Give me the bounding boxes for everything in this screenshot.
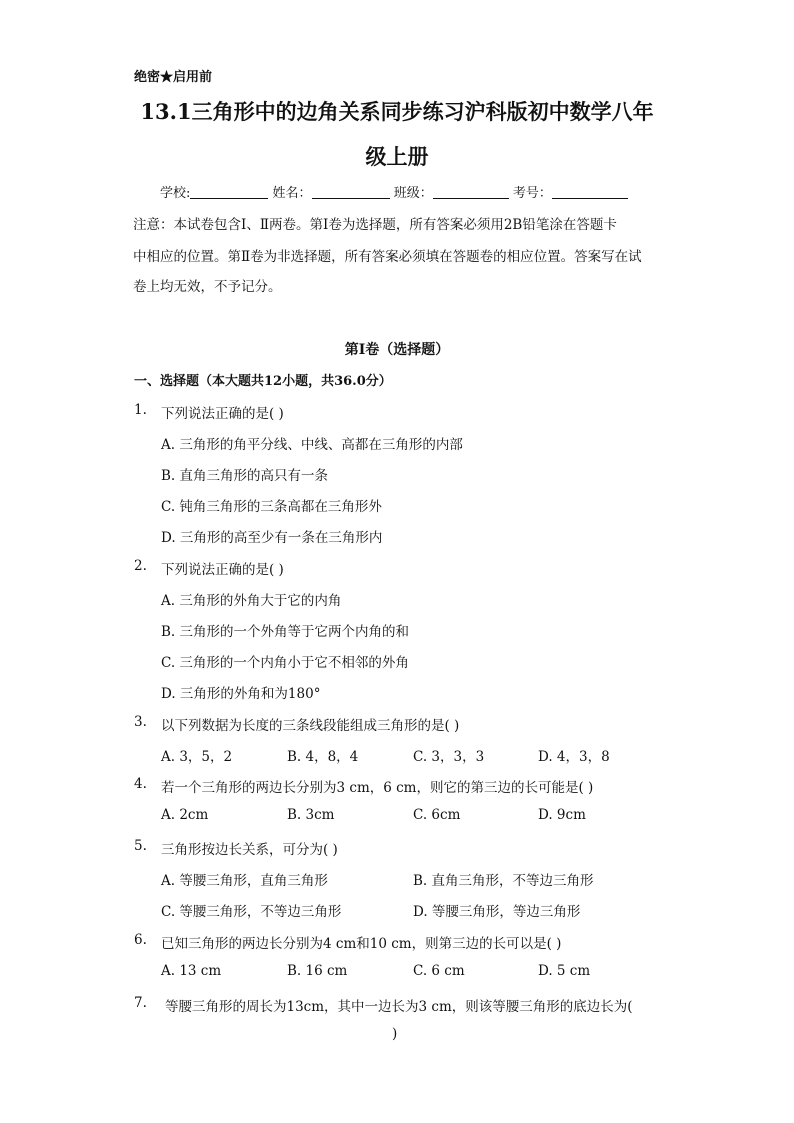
- name-label: 姓名：: [272, 186, 312, 201]
- section-heading: 一、选择题（本大题共12小题，共36.0分）: [134, 374, 392, 389]
- option-d[interactable]: D. 等腰三角形，等边三角形: [413, 904, 581, 920]
- option-c[interactable]: C. 钝角三角形的三条高都在三角形外: [161, 499, 382, 515]
- option-b[interactable]: B. 直角三角形，不等边三角形: [413, 873, 594, 889]
- option-d[interactable]: D. 4，3，8: [538, 749, 610, 765]
- option-b[interactable]: B. 3cm: [287, 807, 335, 823]
- option-b[interactable]: B. 直角三角形的高只有一条: [161, 468, 329, 484]
- option-a[interactable]: A. 3，5，2: [161, 749, 233, 765]
- option-d[interactable]: D. 9cm: [538, 807, 586, 823]
- question-text-continuation: ): [392, 1026, 398, 1042]
- option-c[interactable]: C. 6 cm: [413, 963, 465, 979]
- notice-line: 注意：本试卷包含Ⅰ、Ⅱ两卷。第Ⅰ卷为选择题，所有答案必须用2B铅笔涂在答题卡: [133, 217, 617, 233]
- question-text: 等腰三角形的周长为13cm，其中一边长为3 cm，则该等腰三角形的底边长为(: [165, 999, 633, 1015]
- page-title-line2: 级上册: [365, 144, 429, 169]
- notice-line: 卷上均无效，不予记分。: [133, 279, 282, 295]
- option-d[interactable]: D. 三角形的外角和为180°: [161, 686, 321, 702]
- option-a[interactable]: A. 三角形的外角大于它的内角: [161, 593, 342, 609]
- student-info-row: [160, 182, 628, 201]
- school-label: 学校:: [160, 186, 191, 201]
- name-field[interactable]: [312, 185, 390, 199]
- question-text: 以下列数据为长度的三条线段能组成三角形的是( ): [161, 718, 460, 734]
- class-field[interactable]: [433, 185, 509, 199]
- school-field[interactable]: [190, 185, 268, 199]
- exam-no-label: 考号：: [512, 186, 552, 201]
- section-title: 第Ⅰ卷（选择题）: [344, 342, 450, 358]
- question-text: 已知三角形的两边长分别为4 cm和10 cm，则第三边的长可以是( ): [161, 936, 562, 952]
- option-a[interactable]: A. 13 cm: [161, 963, 222, 979]
- question-text: 若一个三角形的两边长分别为3 cm，6 cm，则它的第三边的长可能是( ): [161, 780, 594, 796]
- question-number: 4.: [134, 776, 147, 792]
- class-label: 班级：: [393, 186, 433, 201]
- option-c[interactable]: C. 6cm: [413, 807, 461, 823]
- notice-line: 中相应的位置。第Ⅱ卷为非选择题，所有答案必须填在答题卷的相应位置。答案写在试: [133, 249, 642, 265]
- question-text: 下列说法正确的是( ): [161, 562, 284, 578]
- question-number: 7.: [134, 995, 147, 1011]
- option-d[interactable]: D. 三角形的高至少有一条在三角形内: [161, 530, 383, 546]
- question-number: 6.: [134, 932, 147, 948]
- question-text: 下列说法正确的是( ): [161, 406, 284, 422]
- option-b[interactable]: B. 三角形的一个外角等于它两个内角的和: [161, 624, 410, 640]
- option-b[interactable]: B. 16 cm: [287, 963, 348, 979]
- question-number: 3.: [134, 714, 147, 730]
- option-d[interactable]: D. 5 cm: [538, 963, 591, 979]
- option-a[interactable]: A. 2cm: [161, 807, 209, 823]
- option-c[interactable]: C. 三角形的一个内角小于它不相邻的外角: [161, 655, 409, 671]
- secret-label: 绝密★启用前: [134, 70, 213, 85]
- question-text: 三角形按边长关系，可分为( ): [161, 842, 338, 858]
- option-a[interactable]: A. 等腰三角形，直角三角形: [161, 873, 328, 889]
- question-number: 1.: [134, 402, 147, 418]
- question-number: 5.: [134, 838, 147, 854]
- option-b[interactable]: B. 4，8，4: [287, 749, 359, 765]
- option-a[interactable]: A. 三角形的角平分线、中线、高都在三角形的内部: [161, 437, 463, 453]
- question-number: 2.: [134, 558, 147, 574]
- option-c[interactable]: C. 等腰三角形，不等边三角形: [161, 904, 342, 920]
- page-title: 13.1三角形中的边角关系同步练习沪科版初中数学八年: [140, 99, 654, 124]
- option-c[interactable]: C. 3，3，3: [413, 749, 485, 765]
- exam-no-field[interactable]: [552, 185, 628, 199]
